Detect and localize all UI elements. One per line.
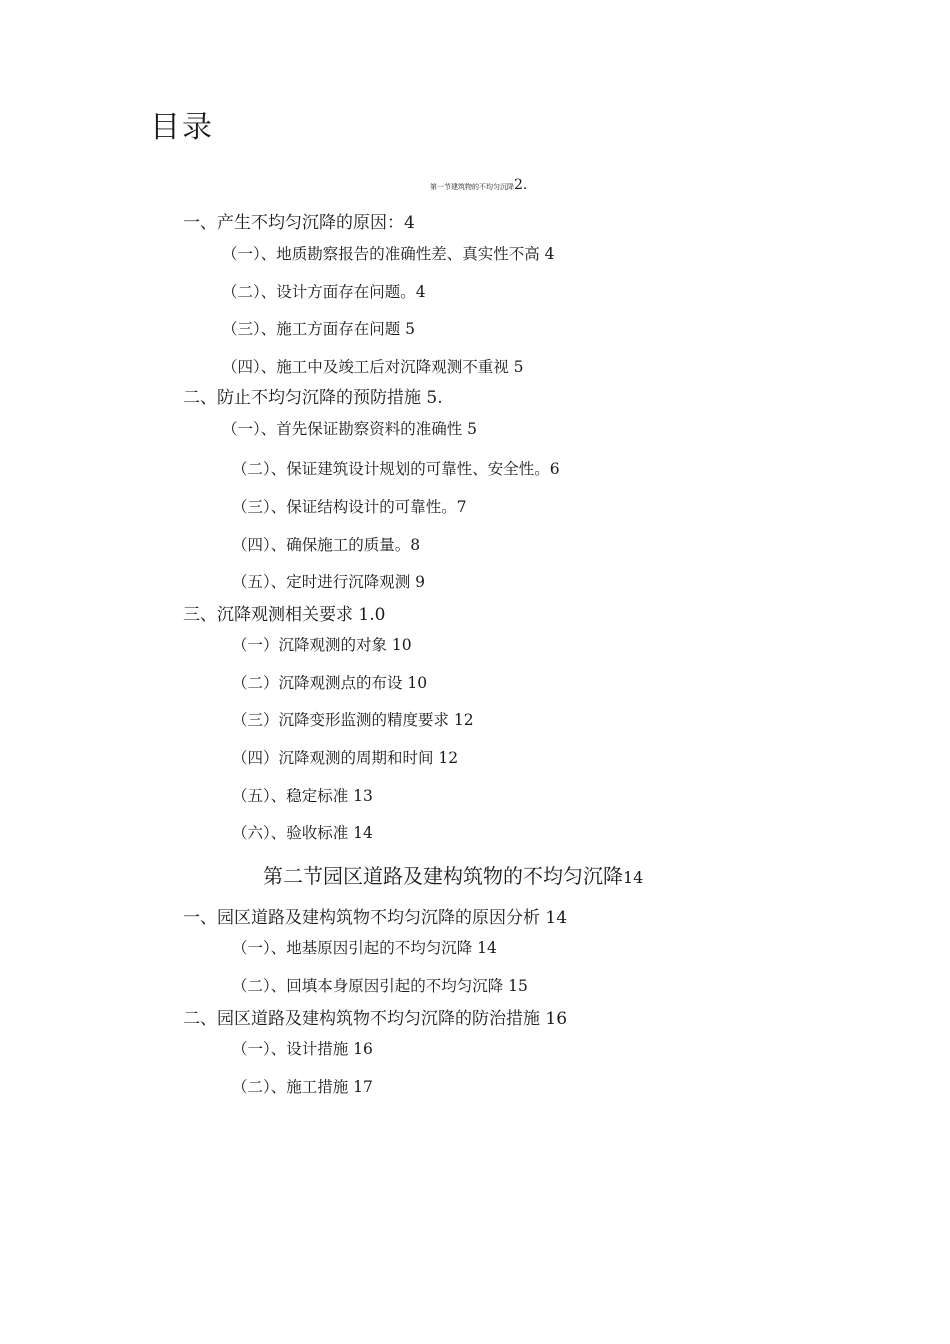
toc-entry-level2[interactable]: （五）、稳定标准 13 xyxy=(232,787,373,805)
toc-section-1-label: 第一节建筑物的不均匀沉降 xyxy=(430,183,514,191)
toc-entry-level1[interactable]: 二、防止不均匀沉降的预防措施 5. xyxy=(183,388,443,408)
toc-entry-level1[interactable]: 三、沉降观测相关要求 1.0 xyxy=(183,605,386,625)
toc-entry-level2[interactable]: （五）、定时进行沉降观测 9 xyxy=(232,573,426,591)
toc-entry-level2[interactable]: （一）沉降观测的对象 10 xyxy=(232,636,412,654)
toc-entry-level2[interactable]: （三）沉降变形监测的精度要求 12 xyxy=(232,711,474,729)
toc-section-1-heading[interactable] xyxy=(430,174,527,197)
toc-section-2-heading[interactable] xyxy=(263,862,643,892)
toc-entry-level2[interactable]: （二）沉降观测点的布设 10 xyxy=(232,674,428,692)
toc-entry-level2[interactable]: （二）、施工措施 17 xyxy=(232,1078,373,1096)
toc-entry-level1[interactable]: 二、园区道路及建构筑物不均匀沉降的防治措施 16 xyxy=(183,1009,568,1029)
toc-entry-level2[interactable]: （二）、保证建筑设计规划的可靠性、安全性。6 xyxy=(232,460,560,478)
toc-entry-level1[interactable]: 一、园区道路及建构筑物不均匀沉降的原因分析 14 xyxy=(183,908,568,928)
toc-entry-level2[interactable]: （四）、施工中及竣工后对沉降观测不重视 5 xyxy=(222,358,524,376)
toc-entry-level2[interactable]: （一）、地基原因引起的不均匀沉降 14 xyxy=(232,939,497,957)
toc-entry-level2[interactable]: （二）、回填本身原因引起的不均匀沉降 15 xyxy=(232,977,528,995)
toc-entry-level2[interactable]: （四）沉降观测的周期和时间 12 xyxy=(232,749,459,767)
toc-title: 目录 xyxy=(150,110,214,145)
toc-entry-level2[interactable]: （三）、保证结构设计的可靠性。7 xyxy=(232,498,467,516)
toc-entry-level2[interactable]: （一）、首先保证勘察资料的准确性 5 xyxy=(222,420,478,438)
toc-section-2-label: 第二节园区道路及建构筑物的不均匀沉降 xyxy=(263,864,623,888)
toc-entry-level2[interactable]: （六）、验收标准 14 xyxy=(232,824,373,842)
toc-entry-level1[interactable]: 一、产生不均匀沉降的原因：4 xyxy=(183,213,415,233)
toc-entry-level2[interactable]: （一）、地质勘察报告的准确性差、真实性不高 4 xyxy=(222,245,555,263)
toc-entry-level2[interactable]: （一）、设计措施 16 xyxy=(232,1040,373,1058)
toc-entry-level2[interactable]: （四）、确保施工的质量。8 xyxy=(232,536,421,554)
toc-entry-level2[interactable]: （二）、设计方面存在问题。4 xyxy=(222,283,426,301)
toc-section-1-page: 2. xyxy=(514,177,528,193)
toc-section-2-page: 14 xyxy=(623,868,644,887)
toc-entry-level2[interactable]: （三）、施工方面存在问题 5 xyxy=(222,320,416,338)
